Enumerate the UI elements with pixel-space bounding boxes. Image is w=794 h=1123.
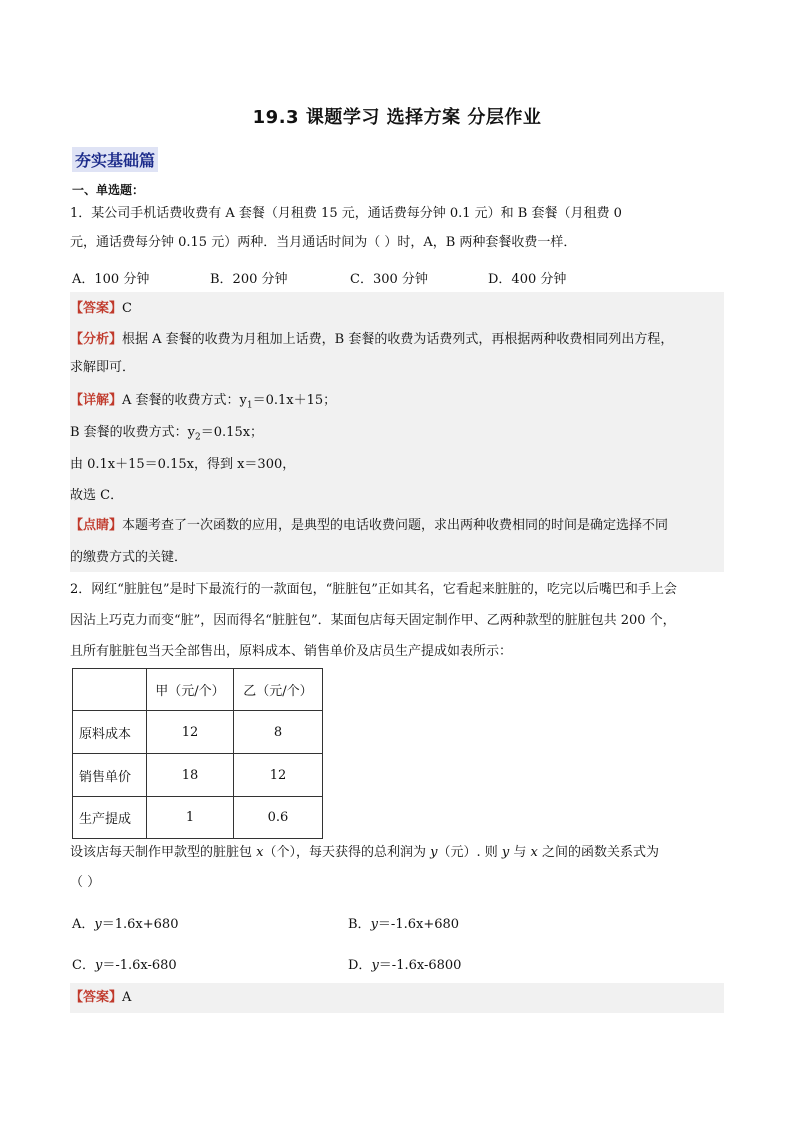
q1-detail-3: 由 0.1x＋15＝0.15x，得到 x＝300， [70,457,296,472]
table-header-cell: 乙（元/个） [234,669,323,711]
table-header-cell [73,669,147,711]
variable: y [430,845,438,860]
q2-stem [70,843,659,863]
q2-line-3: 且所有脏脏包当天全部售出，原料成本、销售单价及店员生产提成如表所示： [70,644,513,659]
detail-text: ＝0.1x＋15； [252,393,337,408]
detail-text: A 套餐的收费方式：y [122,393,247,408]
table-cell: 8 [234,711,323,754]
detail-text: ＝0.15x； [200,425,264,440]
q1-line-2: 元，通话费每分钟 0.15 元）两种．当月通话时间为（ ）时，A，B 两种套餐收费一样． [70,235,577,250]
table-row-label: 生产提成 [73,797,147,839]
table-cell: 12 [234,754,323,797]
q1-option-b: B．200 分钟 [210,272,288,287]
page-title: 19.3 课题学习 选择方案 分层作业 [252,107,542,128]
q1-option-d: D．400 分钟 [488,272,567,287]
q1-comment-2: 的缴费方式的关键． [70,550,188,565]
variable: y [94,917,102,932]
q2-answer-box [70,983,724,1013]
detail-text: B 套餐的收费方式：y [70,425,196,440]
table-header-cell: 甲（元/个） [147,669,234,711]
subscript: 1 [246,400,253,411]
q1-detail-1 [70,391,336,416]
q1-detail-2 [70,423,263,448]
q1-line-1: 1．某公司手机话费收费有 A 套餐（月租费 15 元，通话费每分钟 0.1 元）和 B 套餐（月租费 0 [70,206,622,221]
option-text: ＝-1.6x-680 [102,958,177,973]
stem-text: 与 [509,845,531,860]
table-cell: 0.6 [234,797,323,839]
option-text: ＝-1.6x+680 [377,917,460,932]
stem-text: （个），每天获得的总利润为 [263,845,431,860]
variable: y [370,917,378,932]
q1-option-c: C．300 分钟 [350,272,428,287]
variable: x [256,845,264,860]
table-row-label: 原料成本 [73,711,147,754]
analysis-text: 根据 A 套餐的收费为月租加上话费，B 套餐的收费为话费列式，再根据两种收费相同列出方程， [122,332,674,347]
q2-option-a [72,913,178,932]
q1-comment-1 [70,516,668,536]
table-cell: 1 [147,797,234,839]
option-letter: D． [348,958,372,973]
comment-tag: 【点睛】 [70,518,123,533]
subscript: 2 [195,432,201,443]
q1-answer [70,299,132,319]
answer-value: A [122,990,132,1005]
variable: y [501,845,510,860]
q1-detail-4: 故选 C． [70,488,124,503]
analysis-tag: 【分析】 [70,332,123,347]
table-row [73,711,323,754]
option-letter: C． [72,958,95,973]
table-cell: 12 [147,711,234,754]
q1-analysis-1 [70,330,673,350]
q2-option-c [72,954,177,973]
q1-answer-box [70,292,724,546]
table-row [73,754,323,797]
q2-paren: （ ） [70,875,101,890]
q1-answer-box-cont [70,546,724,572]
comment-text: 本题考查了一次函数的应用，是典型的电话收费问题，求出两种收费相同的时间是确定选择不同 [122,518,669,533]
q2-line-2: 因沾上巧克力而变“脏”，因而得名“脏脏包”．某面包店每天固定制作甲、乙两种款型的脏脏包共 200 个， [70,613,676,628]
stem-text: 设该店每天制作甲款型的脏脏包 [70,845,257,860]
answer-tag: 【答案】 [70,990,123,1005]
answer-tag: 【答案】 [70,301,123,316]
answer-value: C [122,301,132,316]
q1-analysis-2: 求解即可． [70,360,136,375]
table-header-row [73,669,323,711]
stem-text: 之间的函数关系式为 [537,845,659,860]
q2-answer [70,988,131,1008]
q2-line-1: 2．网红“脏脏包”是时下最流行的一款面包，“脏脏包”正如其名，它看起来脏脏的，吃完以后嘴巴和手上会 [70,582,677,597]
table-row-label: 销售单价 [73,754,147,797]
variable: y [371,958,379,973]
table-row [73,797,323,839]
part-heading: 一、单选题： [72,183,145,197]
variable: x [530,845,538,860]
detail-tag: 【详解】 [70,393,123,408]
variable: y [94,958,103,973]
option-letter: B． [348,917,371,932]
q2-option-b [348,913,459,932]
option-letter: A． [72,917,95,932]
cost-table [72,668,323,839]
table-cell: 18 [147,754,234,797]
q1-option-a: A．100 分钟 [72,272,150,287]
section-heading: 夯实基础篇 [72,147,158,172]
option-text: ＝1.6x+680 [101,917,179,932]
q2-option-d [348,954,461,973]
option-text: ＝-1.6x-6800 [378,958,462,973]
stem-text: （元）. 则 [437,845,502,860]
